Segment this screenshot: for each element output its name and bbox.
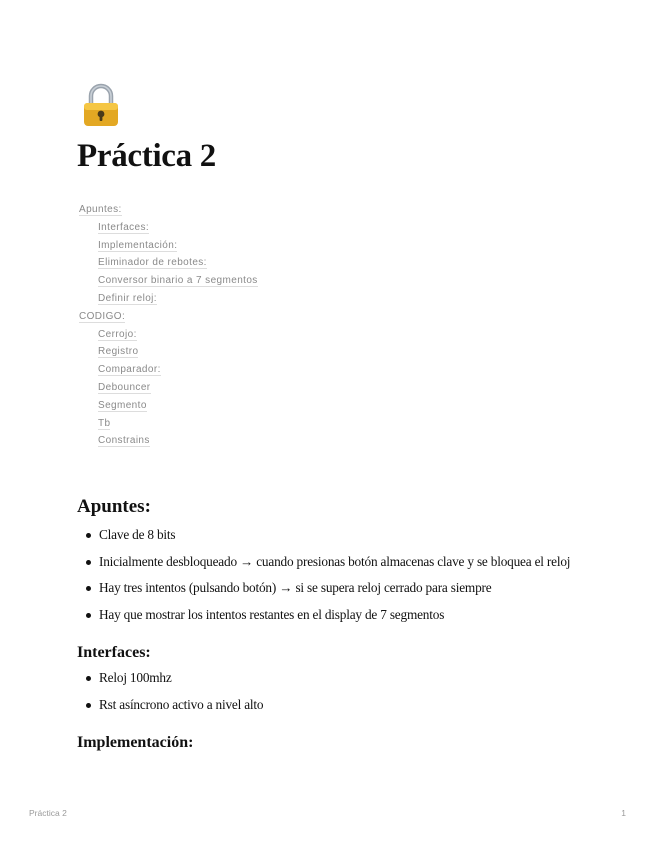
toc-item-implementacion[interactable] <box>79 237 258 255</box>
heading-interfaces: Interfaces: <box>77 644 151 661</box>
toc-item-registro[interactable] <box>79 343 258 361</box>
toc-link[interactable]: Implementación: <box>98 239 178 251</box>
toc-link[interactable]: Apuntes: <box>79 204 122 215</box>
toc-item-eliminador-rebotes[interactable] <box>79 254 258 272</box>
list-item: Clave de 8 bits <box>77 526 570 553</box>
toc-link[interactable]: CODIGO: <box>79 310 126 322</box>
toc-item-apuntes[interactable] <box>79 201 258 219</box>
toc-link[interactable]: Eliminador de rebotes: <box>98 257 207 269</box>
footer-page-number: 1 <box>621 808 626 818</box>
list-item: Rst asíncrono activo a nivel alto <box>77 696 263 723</box>
toc-item-segmento[interactable] <box>79 397 258 415</box>
page-title: Práctica 2 <box>77 138 217 174</box>
toc-link[interactable]: Conversor binario a 7 segmentos <box>98 275 258 287</box>
toc-link[interactable]: Tb <box>98 417 111 429</box>
toc-item-interfaces[interactable] <box>79 219 258 237</box>
footer-title: Práctica 2 <box>29 808 67 818</box>
toc-link[interactable]: Interfaces: <box>98 221 150 233</box>
table-of-contents <box>79 201 258 450</box>
interfaces-list <box>77 669 263 722</box>
toc-item-tb[interactable] <box>79 415 258 433</box>
toc-item-constrains[interactable] <box>79 432 258 450</box>
toc-link[interactable]: Comparador: <box>98 364 161 376</box>
toc-link[interactable]: Registro <box>98 346 139 358</box>
toc-link[interactable]: Cerrojo: <box>98 328 137 340</box>
toc-link[interactable]: Constrains <box>98 435 150 447</box>
toc-item-definir-reloj[interactable] <box>79 290 258 308</box>
toc-item-codigo[interactable] <box>79 308 258 326</box>
apuntes-list <box>77 526 570 633</box>
heading-apuntes: Apuntes: <box>77 496 151 517</box>
toc-link[interactable]: Segmento <box>98 399 147 411</box>
list-item: Inicialmente desbloqueado → cuando presionas botón almacenas clave y se bloquea el reloj <box>77 553 570 580</box>
lock-icon <box>80 82 122 128</box>
list-item: Reloj 100mhz <box>77 669 263 696</box>
toc-item-comparador[interactable] <box>79 361 258 379</box>
heading-implementacion: Implementación: <box>77 734 194 751</box>
toc-item-conversor[interactable] <box>79 272 258 290</box>
list-item: Hay que mostrar los intentos restantes en el display de 7 segmentos <box>77 606 570 633</box>
toc-link[interactable]: Debouncer <box>98 381 151 393</box>
toc-item-debouncer[interactable] <box>79 379 258 397</box>
list-item: Hay tres intentos (pulsando botón) → si se supera reloj cerrado para siempre <box>77 579 570 606</box>
toc-item-cerrojo[interactable] <box>79 326 258 344</box>
toc-link[interactable]: Definir reloj: <box>98 292 157 304</box>
